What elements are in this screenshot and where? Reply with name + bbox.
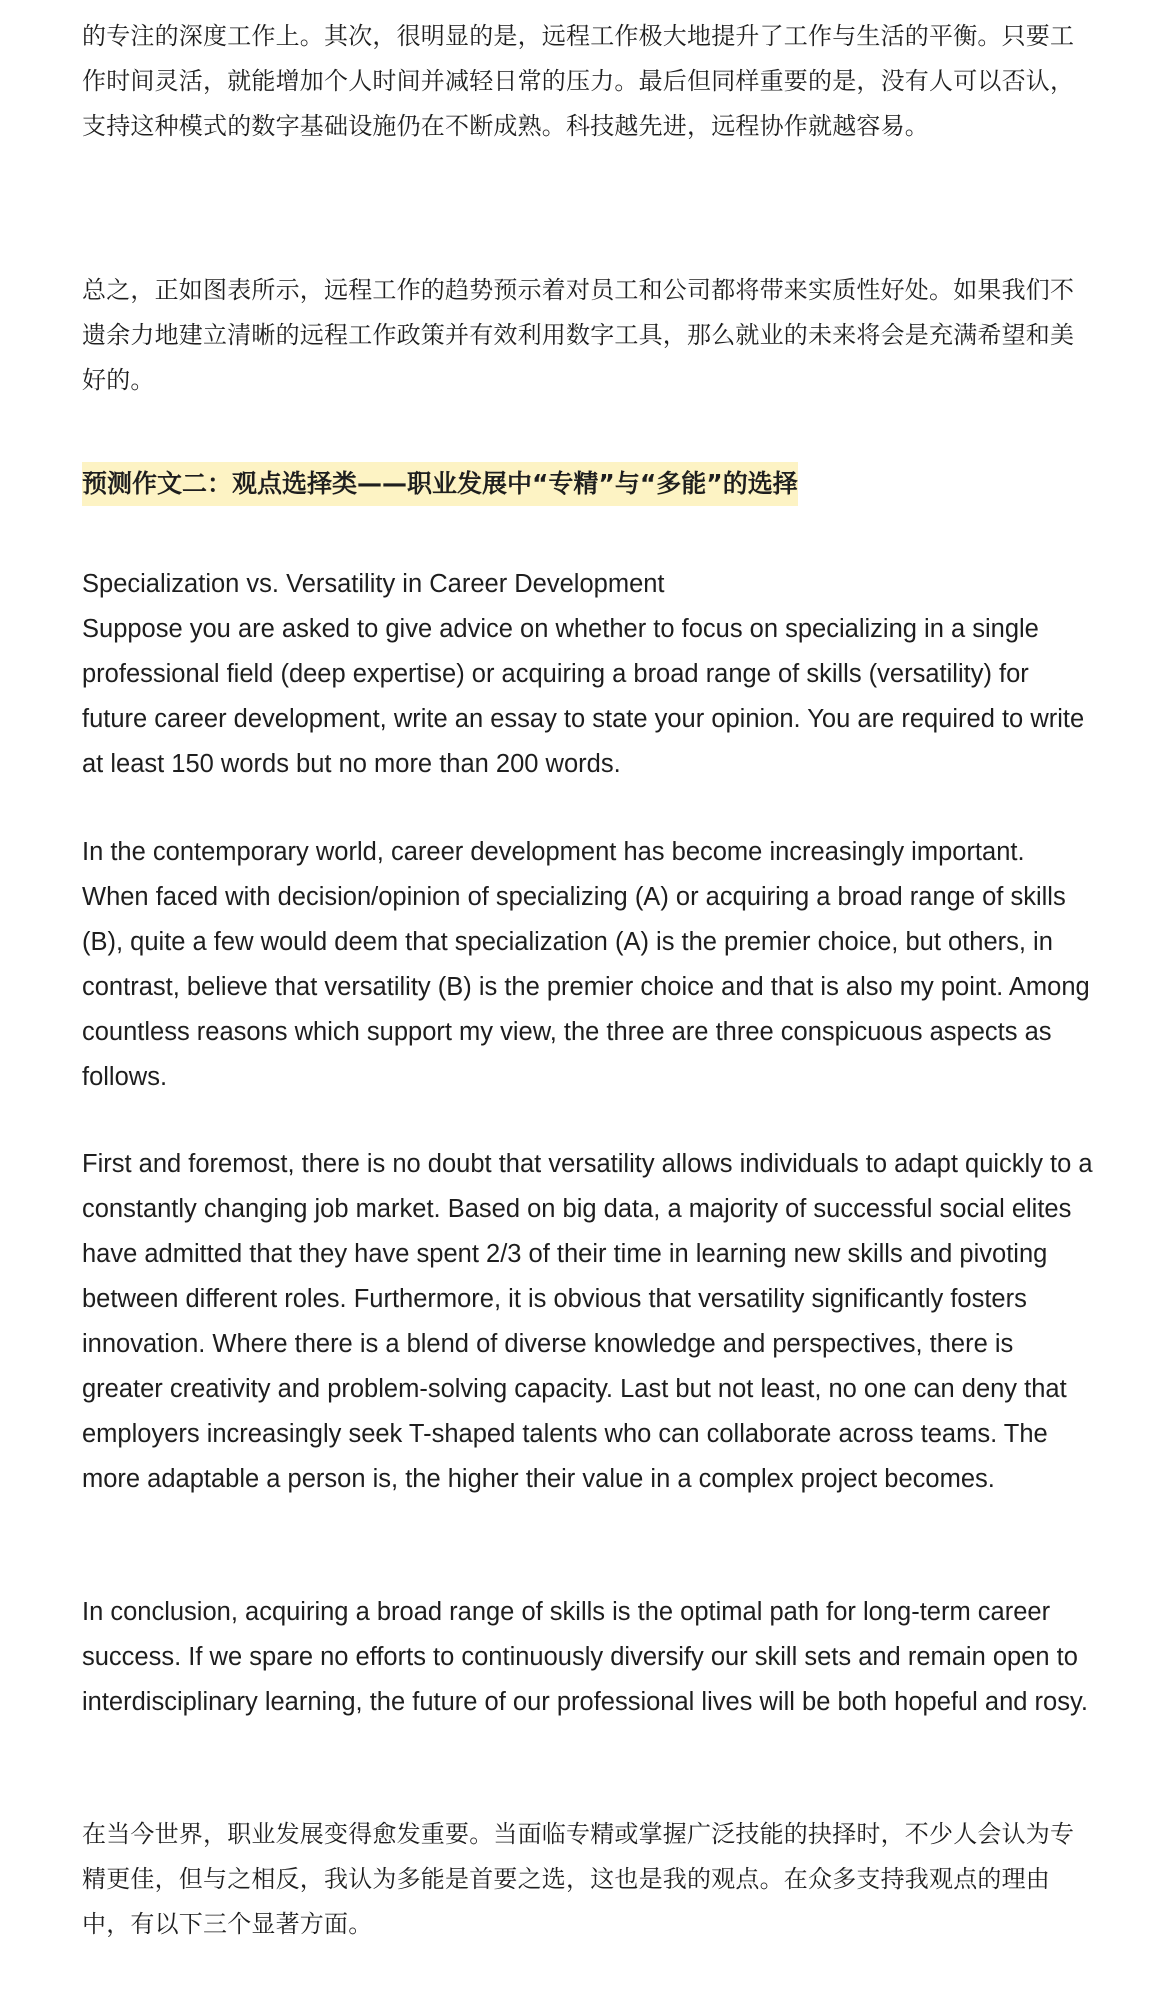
- paragraph-en-body: First and foremost, there is no doubt that versatility allows individuals to adapt quickly to a constantly changing job market. Based on big data, a majority of successful social elites have admitted that they have spent 2/3 of their time in learning new skills and pivoting between different roles. Furthermore, it is obvious that versatility significantly fosters innovation. Where there is a blend of diverse knowledge and perspectives, there is greater creativity and problem-solving capacity. Last but not least, no one can deny that employers increasingly seek T-shaped talents who can collaborate across teams. The more adaptable a person is, the higher their value in a complex project becomes.: [82, 1150, 1093, 1493]
- essay-prompt: Suppose you are asked to give advice on whether to focus on specializing in a single professional field (deep expertise) or acquiring a broad range of skills (versatility) for future career development, write an essay to state your opinion. You are required to write at least 150 words but no more than 200 words.: [82, 615, 1085, 778]
- essay-title: Specialization vs. Versatility in Career Development: [82, 570, 665, 598]
- paragraph-cn-remote-work-conclusion: 总之，正如图表所示，远程工作的趋势预示着对员工和公司都将带来实质性好处。如果我们不遗余力地建立清晰的远程工作政策并有效利用数字工具，那么就业的未来将会是充满希望和美好的。: [82, 276, 1075, 394]
- paragraph-en-intro: In the contemporary world, career development has become increasingly important. When faced with decision/opinion of specializing (A) or acquiring a broad range of skills (B), quite a few would deem that specialization (A) is the premier choice, but others, in contrast, believe that versatility (B) is the premier choice and that is also my point. Among countless reasons which support my view, the three are three conspicuous aspects as follows.: [82, 838, 1090, 1091]
- paragraph-en-conclusion: In conclusion, acquiring a broad range of skills is the optimal path for long-term career success. If we spare no efforts to continuously diversify our skill sets and remain open to interdisciplinary learning, the future of our professional lives will be both hopeful and rosy.: [82, 1598, 1088, 1716]
- section-heading-wrapper: [82, 462, 798, 506]
- paragraph-cn-remote-work-reasons: 的专注的深度工作上。其次，很明显的是，远程工作极大地提升了工作与生活的平衡。只要工作时间灵活，就能增加个人时间并减轻日常的压力。最后但同样重要的是，没有人可以否认，支持这种模式的数字基础设施仍在不断成熟。科技越先进，远程协作就越容易。: [82, 22, 1075, 140]
- paragraph-cn-translation: 在当今世界，职业发展变得愈发重要。当面临专精或掌握广泛技能的抉择时，不少人会认为专精更佳，但与之相反，我认为多能是首要之选，这也是我的观点。在众多支持我观点的理由中，有以下三个显著方面。: [82, 1820, 1075, 1938]
- section-heading: 预测作文二：观点选择类——职业发展中“专精”与“多能”的选择: [82, 462, 798, 506]
